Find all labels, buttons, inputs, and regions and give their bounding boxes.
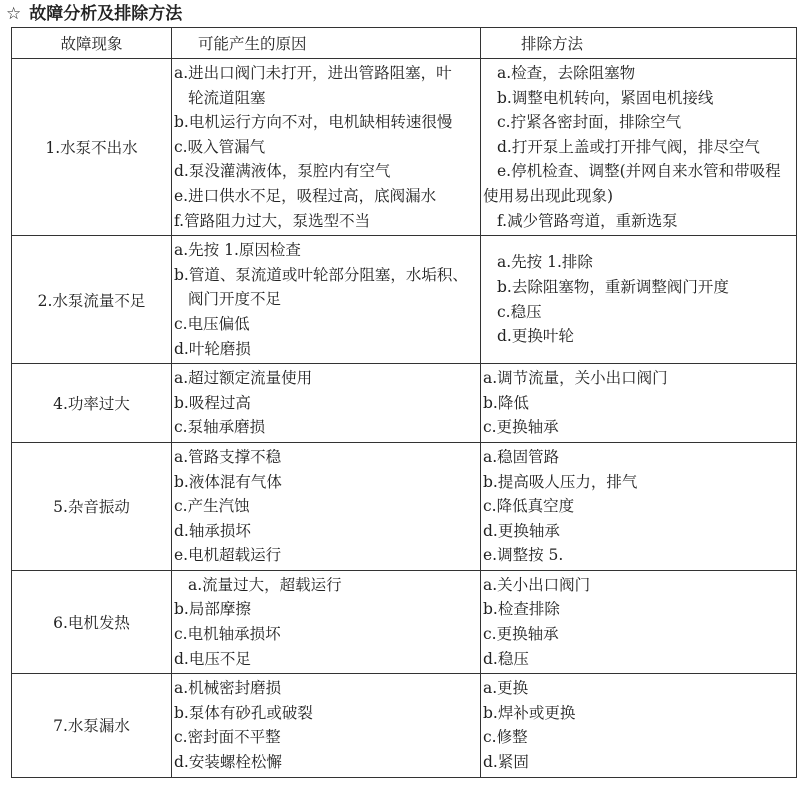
header-solutions: 排除方法 — [481, 28, 797, 59]
solution-item: a.检查，去除阻塞物 — [497, 64, 636, 82]
cause-item: a.流量过大，超载运行 — [188, 575, 342, 594]
solution-item: c.更换轴承 — [483, 625, 559, 644]
header-row — [12, 28, 797, 59]
solution-item: a.更换 — [483, 679, 529, 698]
header-causes: 可能产生的原因 — [172, 28, 481, 59]
cause-item: c.吸入管漏气 — [174, 137, 266, 156]
solution-item: b.降低 — [483, 393, 529, 412]
solution-item: d.打开泵上盖或打开排气阀，排尽空气 — [497, 137, 760, 156]
causes-cell — [172, 59, 481, 236]
causes-cell — [172, 364, 481, 443]
cause-item: c.泵轴承磨损 — [174, 418, 266, 437]
table-row — [12, 236, 797, 364]
solution-item: b.检查排除 — [483, 600, 560, 619]
solution-item: f.减少管路弯道，重新选泵 — [497, 211, 678, 230]
troubleshooting-table — [11, 27, 797, 778]
solution-item: d.稳压 — [483, 649, 529, 668]
solution-item: e.调整按 5. — [483, 546, 564, 565]
cause-item: b.泵体有砂孔或破裂 — [174, 703, 313, 722]
problem-cell: 5.杂音振动 — [12, 442, 172, 570]
cause-item: c.电压偏低 — [174, 314, 250, 333]
cause-item: b.管道、泵流道或叶轮部分阻塞，水垢积、 — [174, 265, 468, 284]
solutions-cell — [481, 442, 797, 570]
problem-cell: 4.功率过大 — [12, 364, 172, 443]
cause-item: a.超过额定流量使用 — [174, 369, 313, 388]
cause-item: a.进出口阀门未打开，进出管路阻塞，叶 — [174, 64, 452, 82]
solution-item: b.去除阻塞物，重新调整阀门开度 — [497, 278, 729, 297]
solution-item: b.调整电机转向，紧固电机接线 — [497, 88, 714, 107]
solution-item-continued: 使用易出现此现象) — [483, 186, 614, 205]
cause-item-continued: 轮流道阻塞 — [188, 88, 266, 107]
table-row — [12, 570, 797, 673]
solutions-cell — [481, 364, 797, 443]
solution-item: d.紧固 — [483, 753, 529, 772]
cause-item: b.电机运行方向不对，电机缺相转速很慢 — [174, 113, 453, 132]
page-title-text: 故障分析及排除方法 — [29, 4, 183, 24]
solution-item: c.修整 — [483, 728, 528, 747]
solution-item: c.拧紧各密封面，排除空气 — [497, 113, 682, 132]
cause-item: c.产生汽蚀 — [174, 497, 250, 516]
solutions-cell — [481, 59, 797, 236]
table-row — [12, 364, 797, 443]
cause-item: f.管路阻力过大，泵选型不当 — [174, 211, 371, 230]
solution-item: c.降低真空度 — [483, 497, 575, 516]
solution-item: a.关小出口阀门 — [483, 575, 591, 594]
cause-item: d.叶轮磨损 — [174, 339, 251, 358]
cause-item: d.泵没灌满液体，泵腔内有空气 — [174, 162, 391, 181]
solution-item: b.焊补或更换 — [483, 703, 576, 722]
table-row — [12, 442, 797, 570]
cause-item: a.机械密封磨损 — [174, 679, 282, 698]
causes-cell — [172, 570, 481, 673]
problem-cell: 7.水泵漏水 — [12, 674, 172, 777]
star-icon: ☆ — [6, 4, 22, 24]
solutions-cell — [481, 236, 797, 364]
solution-item: b.提高吸人压力，排气 — [483, 472, 638, 491]
header-problem: 故障现象 — [12, 28, 172, 59]
solution-item: c.更换轴承 — [483, 418, 559, 437]
causes-cell — [172, 674, 481, 777]
cause-item: a.管路支撑不稳 — [174, 447, 282, 466]
cause-item: b.局部摩擦 — [174, 600, 251, 619]
table-row — [12, 674, 797, 777]
solutions-cell — [481, 674, 797, 777]
cause-item: a.先按 1.原因检查 — [174, 241, 301, 260]
cause-item: b.液体混有气体 — [174, 472, 282, 491]
cause-item: d.安装螺栓松懈 — [174, 753, 282, 772]
problem-cell: 6.电机发热 — [12, 570, 172, 673]
causes-cell — [172, 442, 481, 570]
solution-item: e.停机检查、调整(并网自来水管和带吸程 — [497, 162, 781, 181]
table-row — [12, 59, 797, 236]
problem-cell: 2.水泵流量不足 — [12, 236, 172, 364]
solution-item: d.更换叶轮 — [497, 327, 574, 346]
solution-item: a.先按 1.排除 — [497, 253, 593, 272]
problem-cell: 1.水泵不出水 — [12, 59, 172, 236]
solution-item: a.调节流量，关小出口阀门 — [483, 369, 668, 388]
solution-item: c.稳压 — [497, 302, 542, 321]
causes-cell — [172, 236, 481, 364]
cause-item-continued: 阀门开度不足 — [188, 290, 282, 309]
cause-item: c.电机轴承损坏 — [174, 625, 281, 644]
solutions-cell — [481, 570, 797, 673]
cause-item: e.进口供水不足，吸程过高，底阀漏水 — [174, 186, 437, 205]
cause-item: b.吸程过高 — [174, 393, 251, 412]
solution-item: a.稳固管路 — [483, 447, 560, 466]
cause-item: c.密封面不平整 — [174, 728, 281, 747]
cause-item: d.轴承损坏 — [174, 521, 251, 540]
page-title — [6, 2, 182, 26]
cause-item: e.电机超载运行 — [174, 546, 282, 565]
solution-item: d.更换轴承 — [483, 521, 560, 540]
cause-item: d.电压不足 — [174, 649, 251, 668]
